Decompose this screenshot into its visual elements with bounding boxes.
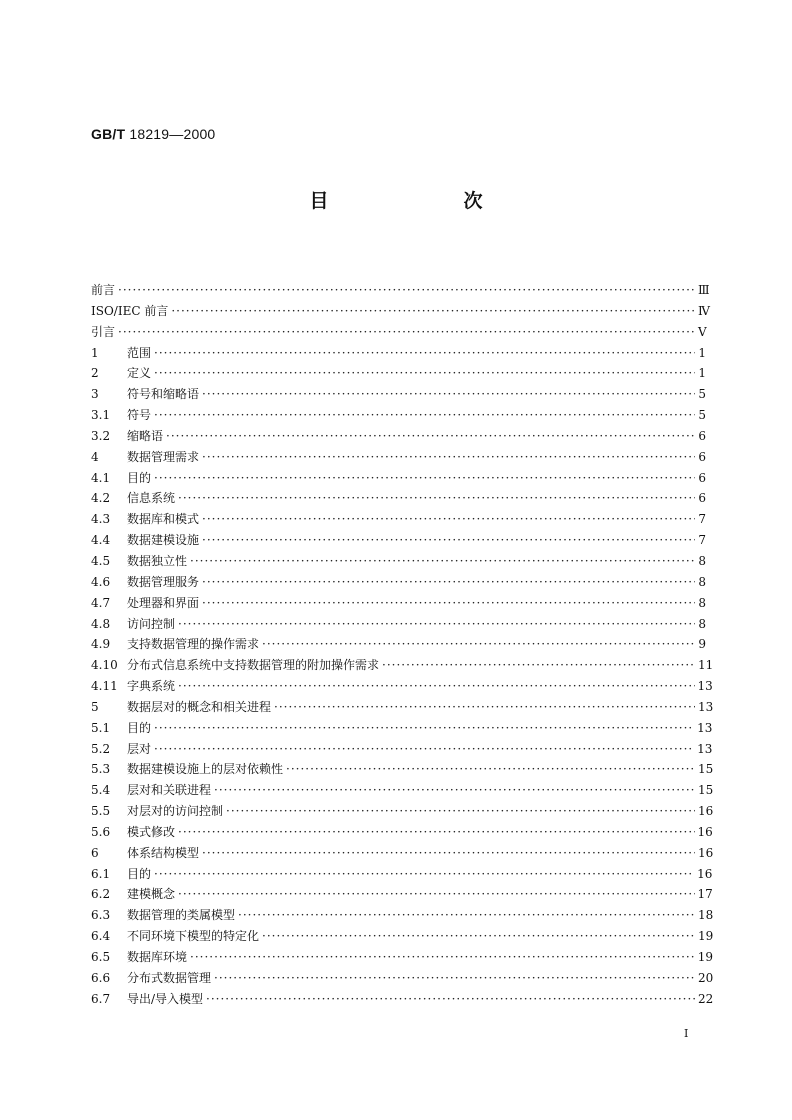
- toc-entry-page: 13: [698, 699, 714, 714]
- toc-entry[interactable]: [91, 363, 706, 384]
- toc-entry-page: 1: [698, 366, 706, 381]
- toc-entry-page: 6: [698, 470, 706, 485]
- standard-code: [91, 126, 215, 142]
- toc-dot-leader: [262, 926, 695, 947]
- toc-entry[interactable]: [91, 530, 706, 551]
- toc-entry-page: 22: [698, 991, 714, 1006]
- toc-entry-page: 16: [698, 804, 714, 819]
- toc-entry-number: 5.6: [91, 824, 111, 839]
- toc-entry[interactable]: [91, 926, 714, 947]
- toc-entry-number: 4.9: [91, 637, 111, 652]
- toc-dot-leader: [214, 780, 695, 801]
- toc-dot-leader: [202, 593, 695, 614]
- toc-entry-number: 6.4: [91, 929, 111, 944]
- toc-entry-label: 引言: [91, 324, 116, 339]
- table-of-contents: [91, 280, 714, 1010]
- toc-entry-page: Ⅳ: [698, 303, 710, 318]
- toc-entry-label: 层对: [127, 741, 152, 756]
- toc-entry[interactable]: [91, 426, 706, 447]
- toc-entry[interactable]: [91, 343, 706, 364]
- toc-entry-label: 目的: [127, 470, 152, 485]
- toc-dot-leader: [178, 822, 695, 843]
- toc-entry[interactable]: [91, 634, 706, 655]
- toc-entry-number: 5.5: [91, 804, 111, 819]
- toc-entry[interactable]: [91, 780, 714, 801]
- toc-entry-label: 数据管理的类属模型: [127, 908, 236, 923]
- toc-entry-page: 16: [697, 824, 713, 839]
- toc-dot-leader: [202, 572, 695, 593]
- toc-entry-number: 5.1: [91, 720, 111, 735]
- toc-dot-leader: [286, 759, 695, 780]
- toc-entry-page: 6: [698, 428, 706, 443]
- toc-entry-page: 6: [698, 449, 706, 464]
- toc-dot-leader: [202, 843, 695, 864]
- toc-entry-page: 9: [698, 637, 706, 652]
- toc-title: 目 次: [309, 190, 541, 212]
- toc-entry-page: 13: [697, 679, 713, 694]
- toc-entry-number: 4.5: [91, 553, 111, 568]
- toc-entry[interactable]: [91, 759, 714, 780]
- toc-entry-number: 6.7: [91, 991, 111, 1006]
- toc-entry-number: 6.6: [91, 970, 111, 985]
- toc-entry-number: 5.4: [91, 783, 111, 798]
- toc-entry-label: 信息系统: [127, 491, 176, 506]
- toc-entry-page: 6: [698, 491, 706, 506]
- toc-entry-number: 4.10: [91, 658, 118, 673]
- toc-entry-number: 6.1: [91, 866, 111, 881]
- toc-dot-leader: [178, 884, 695, 905]
- toc-dot-leader: [202, 447, 695, 468]
- toc-dot-leader: [274, 697, 695, 718]
- toc-entry[interactable]: [91, 384, 706, 405]
- toc-entry-page: 7: [698, 533, 706, 548]
- toc-dot-leader: [154, 864, 694, 885]
- toc-entry-page: 5: [698, 387, 706, 402]
- toc-entry-page: 8: [698, 553, 706, 568]
- toc-dot-leader: [171, 301, 695, 322]
- toc-dot-leader: [202, 384, 695, 405]
- toc-entry-label: 字典系统: [127, 679, 176, 694]
- toc-entry[interactable]: [91, 468, 706, 489]
- toc-entry[interactable]: [91, 488, 706, 509]
- standard-prefix: GB/T: [91, 126, 126, 142]
- toc-entry-number: 4.4: [91, 533, 111, 548]
- toc-dot-leader: [382, 655, 695, 676]
- toc-entry-label: 体系结构模型: [127, 845, 200, 860]
- toc-dot-leader: [118, 322, 695, 343]
- toc-entry-label: 数据管理需求: [127, 449, 200, 464]
- toc-entry-label: 分布式数据管理: [127, 970, 212, 985]
- toc-entry[interactable]: [91, 739, 713, 760]
- toc-entry-label: 数据建模设施: [127, 533, 200, 548]
- toc-entry-number: 6.3: [91, 908, 111, 923]
- toc-entry-label: 范围: [127, 345, 152, 360]
- toc-entry-page: 1: [698, 345, 706, 360]
- toc-dot-leader: [214, 968, 695, 989]
- toc-entry-number: 3.1: [91, 408, 111, 423]
- toc-entry-label: 对层对的访问控制: [127, 804, 224, 819]
- toc-entry[interactable]: [91, 593, 706, 614]
- toc-entry[interactable]: [91, 968, 714, 989]
- toc-entry-label: 支持数据管理的操作需求: [127, 637, 260, 652]
- toc-entry-label: ISO/IEC 前言: [91, 303, 169, 318]
- toc-entry[interactable]: [91, 614, 706, 635]
- toc-entry-label: 数据库环境: [127, 950, 188, 964]
- toc-entry[interactable]: [91, 655, 714, 676]
- toc-entry-page: 13: [697, 741, 713, 756]
- toc-entry[interactable]: [91, 801, 714, 822]
- toc-entry-number: 4.1: [91, 470, 111, 485]
- toc-entry-label: 分布式信息系统中支持数据管理的附加操作需求: [127, 658, 380, 673]
- toc-entry[interactable]: [91, 718, 713, 739]
- toc-entry[interactable]: [91, 884, 713, 905]
- toc-entry-page: 13: [697, 720, 713, 735]
- toc-entry[interactable]: [91, 280, 710, 301]
- toc-entry[interactable]: [91, 697, 714, 718]
- toc-entry-label: 数据建模设施上的层对依赖性: [127, 762, 284, 777]
- toc-dot-leader: [154, 468, 695, 489]
- toc-entry-label: 处理器和界面: [127, 595, 200, 610]
- toc-entry-label: 定义: [127, 366, 152, 381]
- toc-entry-number: 4.6: [91, 574, 111, 589]
- toc-entry-number: 4.8: [91, 616, 111, 631]
- toc-entry-page: 5: [698, 408, 706, 423]
- toc-dot-leader: [190, 551, 695, 572]
- toc-entry-page: 19: [697, 950, 714, 964]
- toc-entry-label: 数据层对的概念和相关进程: [127, 699, 272, 714]
- toc-entry-page: 18: [698, 908, 714, 923]
- toc-entry-page: 8: [698, 616, 706, 631]
- toc-dot-leader: [238, 905, 695, 926]
- toc-entry-number: 6.5: [91, 950, 111, 964]
- toc-entry-label: 缩略语: [127, 428, 164, 443]
- toc-entry-page: 16: [697, 866, 713, 881]
- toc-entry-label: 层对和关联进程: [127, 783, 212, 798]
- toc-dot-leader: [154, 739, 694, 760]
- toc-entry-page: 16: [697, 845, 714, 860]
- toc-entry[interactable]: [91, 843, 714, 864]
- toc-dot-leader: [154, 718, 694, 739]
- toc-entry[interactable]: [91, 905, 714, 926]
- toc-entry-label: 访问控制: [127, 616, 176, 631]
- toc-dot-leader: [154, 405, 695, 426]
- toc-entry[interactable]: [91, 989, 714, 1010]
- toc-entry[interactable]: [91, 947, 714, 968]
- toc-entry[interactable]: [91, 301, 710, 322]
- toc-entry-label: 符号: [127, 408, 152, 423]
- toc-entry-number: 3: [91, 387, 99, 402]
- toc-entry-page: 8: [698, 595, 706, 610]
- toc-entry[interactable]: [91, 676, 713, 697]
- standard-number: 18219—2000: [129, 126, 216, 142]
- toc-entry-label: 数据管理服务: [127, 574, 200, 589]
- toc-entry-page: 7: [698, 512, 706, 527]
- toc-entry-number: 5.2: [91, 741, 111, 756]
- toc-entry-label: 符号和缩略语: [127, 387, 200, 402]
- toc-entry-number: 5: [91, 699, 99, 714]
- toc-dot-leader: [118, 280, 695, 301]
- toc-entry[interactable]: [91, 822, 713, 843]
- toc-entry-page: 15: [698, 783, 714, 798]
- toc-entry-number: 2: [91, 366, 99, 381]
- toc-entry-page: Ⅴ: [698, 324, 707, 339]
- toc-entry-page: 17: [697, 887, 713, 902]
- toc-entry-label: 目的: [127, 866, 152, 881]
- toc-entry-label: 数据独立性: [127, 553, 188, 568]
- toc-dot-leader: [202, 530, 695, 551]
- toc-entry-page: 15: [698, 762, 714, 777]
- toc-entry-page: Ⅲ: [698, 283, 710, 297]
- toc-dot-leader: [178, 676, 695, 697]
- toc-entry-number: 3.2: [91, 428, 111, 443]
- toc-entry-number: 6: [91, 845, 99, 860]
- toc-entry-page: 19: [698, 929, 714, 944]
- toc-entry[interactable]: [91, 572, 706, 593]
- toc-entry-page: 11: [698, 658, 714, 673]
- toc-dot-leader: [190, 947, 695, 968]
- toc-entry-number: 4.7: [91, 595, 111, 610]
- toc-dot-leader: [206, 989, 695, 1010]
- toc-entry[interactable]: [91, 509, 706, 530]
- toc-entry-number: 6.2: [91, 887, 111, 902]
- toc-entry-number: 4: [91, 449, 99, 464]
- toc-dot-leader: [262, 634, 695, 655]
- toc-dot-leader: [178, 488, 695, 509]
- toc-entry-number: 4.2: [91, 491, 111, 506]
- toc-dot-leader: [154, 343, 695, 364]
- toc-entry-label: 导出/导入模型: [127, 991, 204, 1006]
- toc-dot-leader: [154, 363, 695, 384]
- toc-entry-page: 20: [698, 970, 714, 985]
- toc-entry[interactable]: [91, 864, 713, 885]
- toc-dot-leader: [178, 614, 695, 635]
- toc-entry[interactable]: [91, 447, 706, 468]
- toc-entry-label: 数据库和模式: [127, 512, 200, 527]
- toc-entry[interactable]: [91, 322, 706, 343]
- toc-dot-leader: [226, 801, 695, 822]
- toc-dot-leader: [166, 426, 695, 447]
- toc-entry-number: 4.3: [91, 512, 111, 527]
- page-number: I: [684, 1027, 689, 1040]
- toc-entry-page: 8: [698, 574, 706, 589]
- toc-entry[interactable]: [91, 551, 706, 572]
- toc-entry[interactable]: [91, 405, 706, 426]
- toc-entry-number: 5.3: [91, 762, 111, 777]
- toc-dot-leader: [202, 509, 695, 530]
- toc-entry-number: 1: [91, 345, 99, 360]
- toc-entry-label: 模式修改: [127, 824, 176, 839]
- toc-entry-label: 不同环境下模型的特定化: [127, 929, 260, 944]
- toc-entry-label: 目的: [127, 720, 152, 735]
- toc-entry-label: 前言: [91, 283, 116, 297]
- toc-entry-label: 建模概念: [127, 887, 176, 902]
- toc-entry-number: 4.11: [91, 679, 118, 694]
